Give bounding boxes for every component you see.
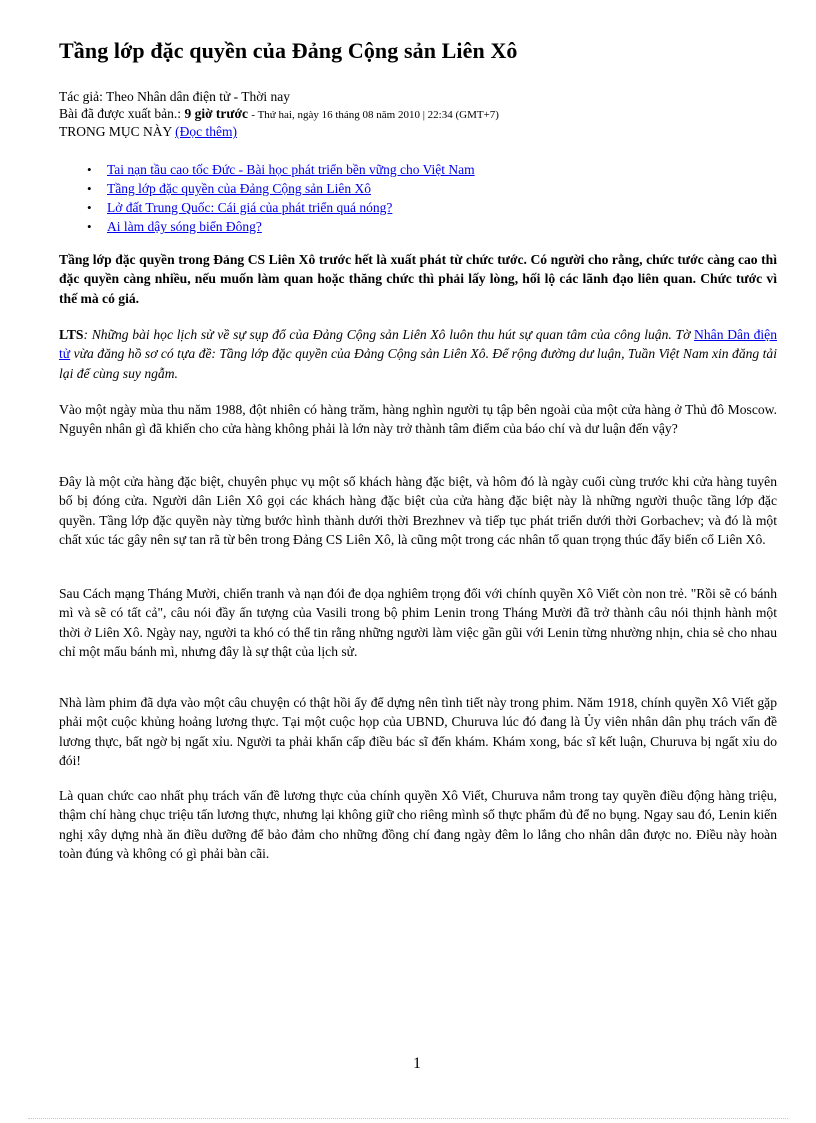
bullet-icon: • bbox=[87, 200, 92, 215]
body-paragraph: Là quan chức cao nhất phụ trách vấn đề lương thực của chính quyền Xô Viết, Churuva nắm trong tay quyền điều động hàng triệu, thậm chí hàng chục triệu tấn lương thực, nhưng lại không giữ cho riêng mình số thực phẩm đủ để no bụng. Ngay sau đó, Lenin kiến nghị xây dựng nhà ăn điều dưỡng để bảo đảm cho những đồng chí đang ngày đêm lo lắng cho nhân dân được no. Điều này hoàn toàn đúng và không có gì phải bàn cãi. bbox=[59, 788, 777, 862]
body-paragraph: Đây là một cửa hàng đặc biệt, chuyên phục vụ một số khách hàng đặc biệt, và hôm đó là ngày cuối cùng trước khi cửa hàng tuyên bố bị đóng cửa. Người dân Liên Xô gọi các khách hàng đặc biệt của cửa hàng đặc biệt này là những người thuộc tầng lớp đặc quyền. Tầng lớp đặc quyền này từng bước hình thành dưới thời Brezhnev và tiếp tục phát triển dưới thời Gorbachev; và đó là một chất xúc tác gây nên sự tan rã từ bên trong Đảng CS Liên Xô, là cũng một trong các nhân tố quan trọng thúc đẩy biến cố Liên Xô. bbox=[59, 474, 777, 548]
bullet-icon: • bbox=[87, 181, 92, 196]
published-label: Bài đã được xuất bản.: bbox=[59, 106, 182, 121]
related-articles-list bbox=[59, 160, 475, 236]
related-article-link[interactable]: Lở đất Trung Quốc: Cái giá của phát triển quá nóng? bbox=[107, 200, 393, 215]
editor-note bbox=[59, 325, 777, 383]
article-title: Tầng lớp đặc quyền của Đảng Cộng sản Liên Xô bbox=[59, 38, 518, 63]
published-line bbox=[59, 105, 499, 124]
list-item bbox=[59, 217, 475, 236]
lead-paragraph: Tầng lớp đặc quyền trong Đảng CS Liên Xô trước hết là xuất phát từ chức tước. Có người cho rằng, chức tước càng cao thì đặc quyền càng nhiều, nếu muốn làm quan hoặc thăng chức thì phải lấy lòng, hối lộ các lãnh đạo liên quan. Chức tước vì thế mà có giá. bbox=[59, 252, 777, 306]
body-paragraph: Nhà làm phim đã dựa vào một câu chuyện có thật hồi ấy để dựng nên tình tiết này trong phim. Năm 1918, chính quyền Xô Viết gặp phải một cuộc khủng hoảng lương thực. Tại một cuộc họp của UBND, Churuva lúc đó đang là Ủy viên nhân dân phụ trách vấn đề lương thực, bất ngờ bị ngất xỉu. Người ta phải khẩn cấp điều bác sĩ đến khám. Khám xong, bác sĩ kết luận, Churuva bị ngất xỉu do đói! bbox=[59, 695, 777, 769]
published-date: - Thứ hai, ngày 16 tháng 08 năm 2010 | 22:34 (GMT+7) bbox=[251, 109, 499, 121]
read-more-link[interactable]: (Đọc thêm) bbox=[175, 124, 237, 139]
list-item bbox=[59, 198, 475, 217]
author-name: Theo Nhân dân điện tử - Thời nay bbox=[106, 89, 291, 104]
bullet-icon: • bbox=[87, 162, 92, 177]
author-line bbox=[59, 88, 290, 106]
body-paragraph: Vào một ngày mùa thu năm 1988, đột nhiên có hàng trăm, hàng nghìn người tụ tập bên ngoài của một cửa hàng ở Thủ đô Moscow. Nguyên nhân gì đã khiến cho cửa hàng không phải là lớn này trở thành tâm điểm của báo chí và dư luận đến vậy? bbox=[59, 402, 777, 437]
source-link[interactable]: Nhân Dân điện tử bbox=[59, 327, 777, 362]
related-article-link[interactable]: Tai nạn tầu cao tốc Đức - Bài học phát triển bền vững cho Việt Nam bbox=[107, 162, 475, 177]
section-label: TRONG MỤC NÀY bbox=[59, 124, 172, 139]
editor-note-label: LTS bbox=[59, 327, 84, 342]
author-label: Tác giả: bbox=[59, 89, 103, 104]
list-item bbox=[59, 179, 475, 198]
published-ago: 9 giờ trước bbox=[184, 106, 248, 121]
section-line bbox=[59, 123, 237, 141]
editor-note-text-end: vừa đăng hồ sơ có tựa đề: Tầng lớp đặc quyền của Đảng Cộng sản Liên Xô. Để rộng đường dư luận, Tuần Việt Nam xin đăng tải lại để cùng suy ngẫm. bbox=[59, 346, 777, 381]
bullet-icon: • bbox=[87, 219, 92, 234]
page-number-text: 1 bbox=[413, 1055, 421, 1072]
page-divider bbox=[28, 1118, 788, 1119]
list-item bbox=[59, 160, 475, 179]
related-article-link[interactable]: Tầng lớp đặc quyền của Đảng Cộng sản Liên Xô bbox=[107, 181, 371, 196]
page-number bbox=[58, 1055, 776, 1073]
related-article-link[interactable]: Ai làm dậy sóng biển Đông? bbox=[107, 219, 262, 234]
body-paragraph: Sau Cách mạng Tháng Mười, chiến tranh và nạn đói đe dọa nghiêm trọng đối với chính quyền Xô Viết còn non trẻ. "Rồi sẽ có bánh mì và sẽ có tất cả", câu nói đầy ấn tượng của Vasili trong bộ phim Lenin trong Tháng Mười đã trở thành câu nói thịnh hành một thời ở Liên Xô. Ngày nay, người ta khó có thể tin rằng những người làm việc gần gũi với Lenin từng nhường nhịn, chia sẻ cho nhau chỉ một mẩu bánh mì, nhưng đây là sự thật của lịch sử. bbox=[59, 586, 777, 660]
editor-note-text: : Những bài học lịch sử về sự sụp đổ của Đảng Cộng sản Liên Xô luôn thu hút sự quan tâm của công luận. Tờ bbox=[83, 327, 695, 342]
